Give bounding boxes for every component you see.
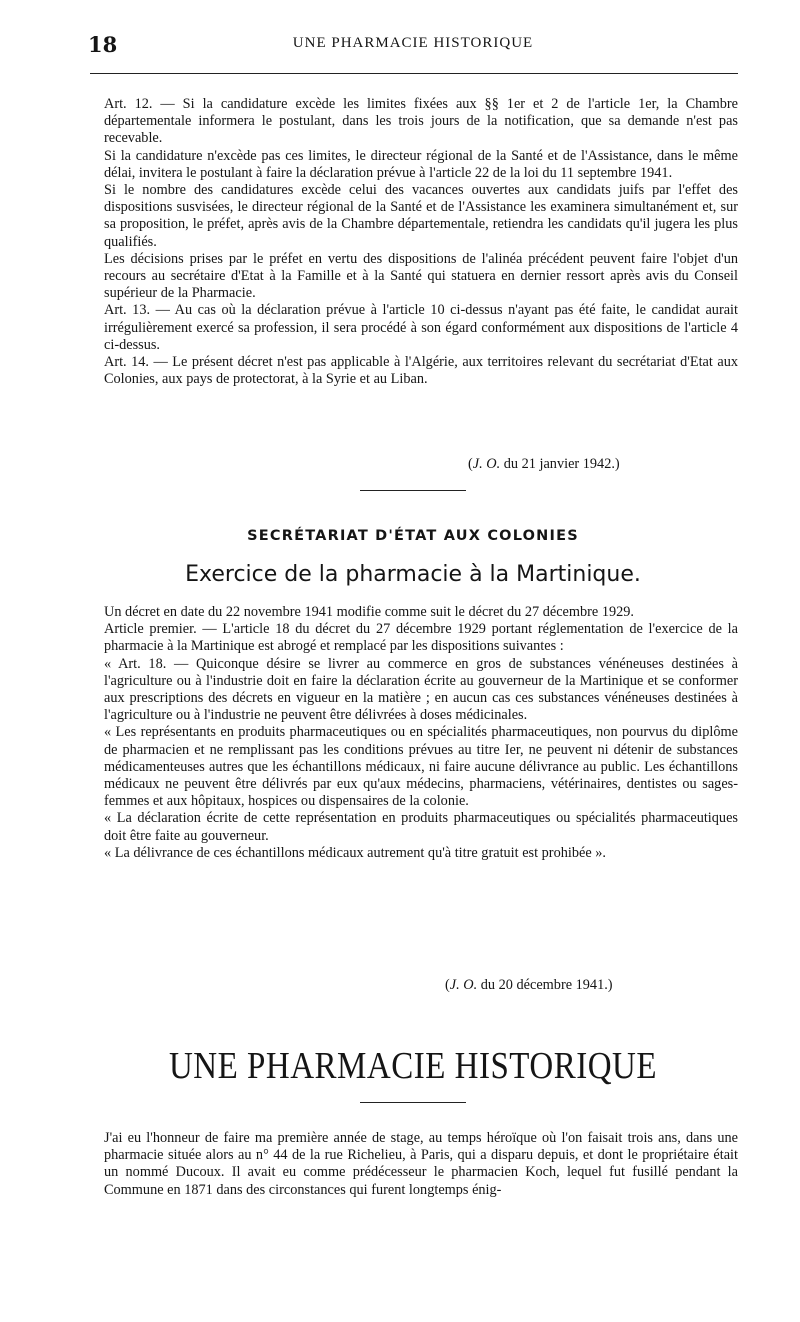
citation-1942 [468,456,620,473]
paragraph: Art. 14. — Le présent décret n'est pas applicable à l'Algérie, aux territoires relevant du secrétariat d'Etat aux Colonies, aux pays de protectorat, à la Syrie et au Liban. [104,354,738,388]
citation-date: du 20 décembre 1941.) [480,977,613,993]
article-title: UNE PHARMACIE HISTORIQUE [168,1046,658,1088]
paragraph: « La délivrance de ces échantillons médicaux autrement qu'à titre gratuit est prohibée ». [104,844,606,861]
header-rule [90,73,738,74]
paragraph: Art. 12. — Si la candidature excède les limites fixées aux §§ 1er et 2 de l'article 1er, la Chambre départementale informera le postulant, dans les trois jours de la notification, que sa demande n'est pas recevable. [104,96,738,147]
citation-source: J. O. [449,977,478,993]
title-divider [360,1102,466,1103]
colonies-text [104,604,738,862]
section-subheading: Exercice de la pharmacie à la Martinique. [185,562,641,587]
paragraph: Un décret en date du 22 novembre 1941 modifie comme suit le décret du 27 décembre 1929. [104,604,635,620]
paragraph: Article premier. — L'article 18 du décret du 27 décembre 1929 portant réglementation de l'exercice de la pharmacie à la Martinique est abrogé et remplacé par les dispositions suivantes : [104,621,738,655]
citation-source: J. O. [472,456,501,472]
paragraph: Si la candidature n'excède pas ces limites, le directeur régional de la Santé et de l'Assistance, dans le même délai, invitera le postulant à faire la déclaration prévue à l'article 22 de la loi du 11 septembre 1941. [104,147,738,181]
citation-date: du 21 janvier 1942.) [503,456,620,472]
decree-1942-text [104,96,738,388]
citation-1941 [445,977,613,994]
paragraph: « Art. 18. — Quiconque désire se livrer au commerce en gros de substances vénéneuses destinées à l'agriculture ou à l'industrie doit en faire la déclaration écrite au gouverneur de la Martinique et se conformer aux prescriptions des décrets en vigueur en la matière ; en aucun cas ces substances vénéneuses destinées à l'agriculture ou à l'industrie ne peuvent être délivrées à doses médicinales. [104,655,738,724]
section-divider [360,490,466,491]
paragraph: Art. 13. — Au cas où la déclaration prévue à l'article 10 ci-dessus n'ayant pas été faite, le candidat aurait irrégulièrement exercé sa profession, il sera procédé à son égard conformément aux dispositions de l'article 4 ci-dessus. [104,302,738,353]
citation-paren: ( [445,977,450,993]
paragraph: Les décisions prises par le préfet en vertu des dispositions de l'alinéa précédent peuvent faire l'objet d'un recours au secrétaire d'Etat à la Famille et à la Santé qui statuera en dernier ressort après avis du Conseil supérieur de la Pharmacie. [104,250,738,302]
paragraph: Si le nombre des candidatures excède celui des vacances ouvertes aux candidats juifs par l'effet des dispositions susvisées, le directeur régional de la Santé et de l'Assistance les examinera simultanément et, sur sa proposition, le préfet, après avis de la Chambre départementale, retiendra les candidats qu'il jugera les plus qualifiés. [104,182,738,250]
paragraph: J'ai eu l'honneur de faire ma première année de stage, au temps héroïque où l'on faisait trois ans, dans une pharmacie située alors au n° 44 de la rue Richelieu, à Paris, qui a disparu depuis, et dont le propriétaire était un nommé Ducoux. Il avait eu comme prédécesseur le pharmacien Koch, lequel fut fusillé pendant la Commune en 1871 dans des circonstances qui furent longtemps énig- [104,1130,738,1198]
paragraph: « Les représentants en produits pharmaceutiques ou en spécialités pharmaceutiques, non pourvus du diplôme de pharmacien et ne remplissant pas les conditions prévues au titre Ier, ne peuvent ni détenir de substances médicamenteuses autres que les échantillons médicaux, ni faire aucune délivrance au public. Les échantillons médicaux ne peuvent être délivrés par eux qu'aux médecins, pharmaciens, vétérinaires, dentistes ou sages-femmes et aux hôpitaux, hospices ou dispensaires de la colonie. [104,724,738,810]
section-heading: SECRÉTARIAT D'ÉTAT AUX COLONIES [247,528,579,544]
running-header [88,32,738,58]
paragraph: « La déclaration écrite de cette représentation en produits pharmaceutiques ou spécialités pharmaceutiques doit être faite au gouverneur. [104,810,738,844]
page-number: 18 [88,32,118,57]
running-title: UNE PHARMACIE HISTORIQUE [292,35,534,51]
citation-paren: ( [468,456,473,472]
article-body [104,1130,738,1199]
